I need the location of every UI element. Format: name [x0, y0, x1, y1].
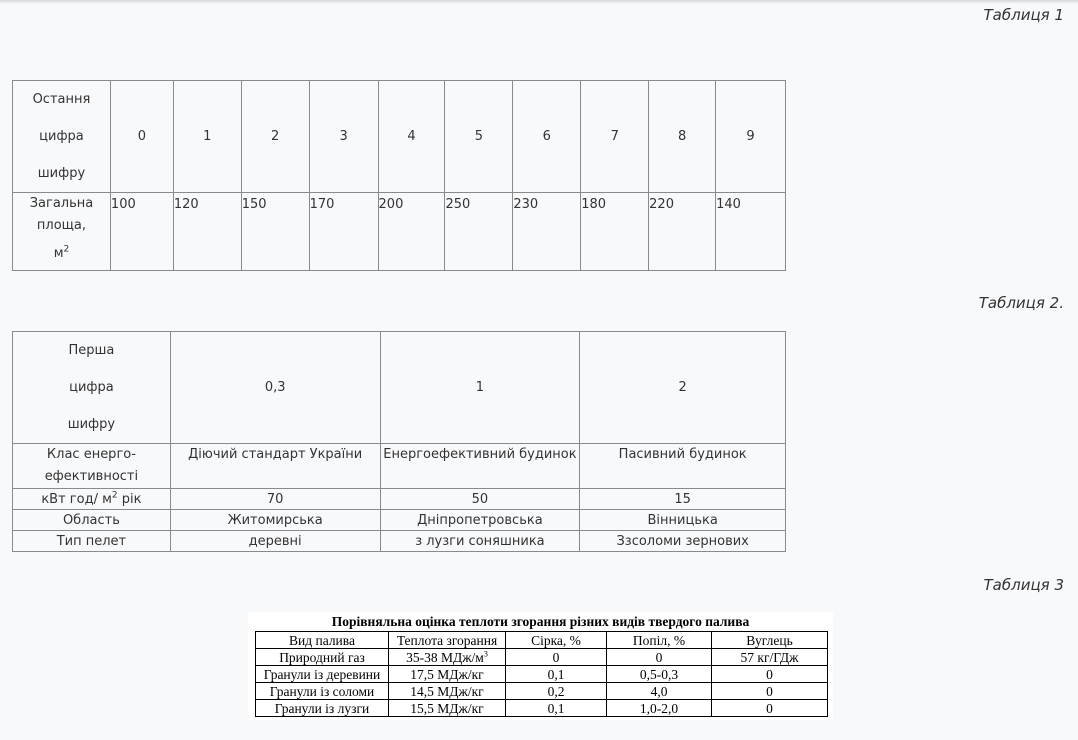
table1-area-value: 200 [378, 197, 404, 212]
carbon-cell: 0 [712, 683, 828, 700]
table1-area-value: 100 [110, 197, 136, 212]
table3-header-cell: Попіл, % [607, 632, 712, 649]
table1-header-row [13, 81, 786, 193]
table2-header-label-line: шифру [67, 417, 116, 432]
table2-pellet-cell: з лузги соняшника [380, 531, 580, 552]
table3 [255, 631, 828, 717]
table1-area-label-line: Загальна [29, 196, 94, 211]
table1-area-label-unit [13, 237, 110, 265]
table1-area-row [13, 193, 786, 271]
table1-digit-cell: 5 [445, 81, 513, 193]
table1-digit-cell: 4 [378, 81, 445, 193]
table2-header-label-line: Перша [68, 343, 115, 358]
table3-header-cell: Сірка, % [506, 632, 607, 649]
table1-area-cell [378, 193, 445, 271]
table1-header-label [13, 81, 111, 193]
ash-cell: 0,5-0,3 [607, 666, 712, 683]
table1-area-cell [581, 193, 649, 271]
table1-area-value: 150 [241, 197, 267, 212]
table1-area-label-line: площа, [36, 218, 87, 233]
table2-energy-label [13, 489, 171, 510]
table1-digit-cell: 7 [581, 81, 649, 193]
table1-digit-cell: 1 [173, 81, 241, 193]
table3-image [248, 612, 833, 720]
ash-cell: 0 [607, 649, 712, 666]
table1-caption: Таблиця 1 [983, 6, 1064, 24]
ash-cell: 1,0-2,0 [607, 700, 712, 717]
sulfur-cell: 0,2 [506, 683, 607, 700]
table-row [256, 649, 828, 666]
unit-superscript: 2 [63, 244, 70, 255]
table2-class-value: Енергоефективний будинок [383, 447, 577, 462]
heat-cell [389, 700, 506, 717]
heat-cell [389, 683, 506, 700]
table2-class-row [13, 444, 786, 489]
table2-header-label [13, 332, 171, 444]
table1-header-label-line: шифру [37, 166, 86, 181]
energy-unit-suffix: рік [117, 491, 142, 507]
table2-header-label-line: цифра [69, 380, 114, 395]
table1-area-cell [309, 193, 378, 271]
heat-cell [389, 666, 506, 683]
energy-unit-text: кВт год/ м [41, 491, 112, 507]
table1-digit-cell: 9 [716, 81, 786, 193]
table2-digit-cell: 0,3 [170, 332, 380, 444]
table1-area-value: 120 [173, 197, 199, 212]
sulfur-cell: 0,1 [506, 700, 607, 717]
table1-area-value: 180 [581, 197, 607, 212]
table1-area-value: 140 [716, 197, 741, 212]
ash-cell: 4,0 [607, 683, 712, 700]
table2-header-row [13, 332, 786, 444]
table1-area-cell [445, 193, 513, 271]
table2-energy-cell: 50 [380, 489, 580, 510]
table1-area-cell [513, 193, 581, 271]
table1-digit-cell: 8 [649, 81, 716, 193]
table1-area-cell [716, 193, 786, 271]
sulfur-cell: 0,1 [506, 666, 607, 683]
table2-class-value: Пасивний будинок [618, 447, 747, 462]
table2-region-label: Область [13, 510, 171, 531]
table2 [12, 331, 786, 552]
table1-digit-cell: 6 [513, 81, 581, 193]
table2-class-value: Діючий стандарт України [188, 447, 363, 462]
table1-digit-cell: 0 [110, 81, 173, 193]
heat-value: 15,5 МДж/кг [410, 700, 484, 716]
table1-header-label-line: цифра [39, 129, 84, 144]
table2-region-cell: Вінницька [580, 510, 786, 531]
table-row [256, 666, 828, 683]
fuel-cell: Гранули із деревини [256, 666, 389, 683]
table3-header-row [256, 632, 828, 649]
carbon-cell: 0 [712, 666, 828, 683]
table2-region-cell: Дніпропетровська [380, 510, 580, 531]
table2-digit-cell: 1 [380, 332, 580, 444]
table3-caption: Таблиця 3 [983, 576, 1064, 594]
table1 [12, 80, 786, 271]
heat-value: 14,5 МДж/кг [410, 683, 484, 699]
unit-text: м [53, 246, 64, 261]
table1-digit-cell: 3 [309, 81, 378, 193]
table2-class-label-line: Клас енерго- [46, 447, 136, 462]
table1-area-cell [241, 193, 309, 271]
table1-area-value: 170 [309, 197, 335, 212]
heat-value: 35-38 МДж/м [406, 649, 484, 665]
table2-energy-cell: 15 [580, 489, 786, 510]
table2-pellet-label: Тип пелет [13, 531, 171, 552]
table2-energy-cell: 70 [170, 489, 380, 510]
fuel-cell: Гранули із соломи [256, 683, 389, 700]
table1-area-cell [110, 193, 173, 271]
sulfur-cell: 0 [506, 649, 607, 666]
fuel-cell: Гранули із лузги [256, 700, 389, 717]
carbon-cell: 0 [712, 700, 828, 717]
table1-area-cell [649, 193, 716, 271]
table2-pellet-cell: деревні [170, 531, 380, 552]
heat-value: 17,5 МДж/кг [410, 666, 484, 682]
table3-header-cell: Вуглець [712, 632, 828, 649]
table3-title: Порівняльна оцінка теплоти згорання різних видів твердого палива [331, 614, 750, 629]
table1-area-value: 230 [513, 197, 539, 212]
heat-cell [389, 649, 506, 666]
table1-area-value: 220 [649, 197, 674, 212]
table2-class-cell [170, 444, 380, 489]
table2-pellet-cell: Ззсоломи зернових [580, 531, 786, 552]
energy-unit-superscript: 2 [111, 490, 118, 501]
table2-region-row [13, 510, 786, 531]
table2-class-cell [580, 444, 786, 489]
table-row [256, 683, 828, 700]
table3-header-cell: Теплота згорання [389, 632, 506, 649]
table1-digit-cell: 2 [241, 81, 309, 193]
top-shadow [0, 0, 1078, 4]
carbon-cell: 57 кг/ГДж [712, 649, 828, 666]
table1-area-cell [173, 193, 241, 271]
table2-caption: Таблиця 2. [978, 294, 1064, 312]
heat-superscript: 3 [483, 649, 488, 658]
table3-header-cell: Вид палива [256, 632, 389, 649]
table2-class-cell [380, 444, 580, 489]
table2-class-label-line: ефективності [44, 469, 139, 484]
table2-energy-row [13, 489, 786, 510]
table2-digit-cell: 2 [580, 332, 786, 444]
table2-pellet-row [13, 531, 786, 552]
table1-area-value: 250 [445, 197, 471, 212]
table-row [256, 700, 828, 717]
table1-area-label [13, 193, 111, 271]
table2-class-label [13, 444, 171, 489]
table2-region-cell: Житомирська [170, 510, 380, 531]
table1-header-label-line: Остання [32, 92, 91, 107]
fuel-cell: Природний газ [256, 649, 389, 666]
